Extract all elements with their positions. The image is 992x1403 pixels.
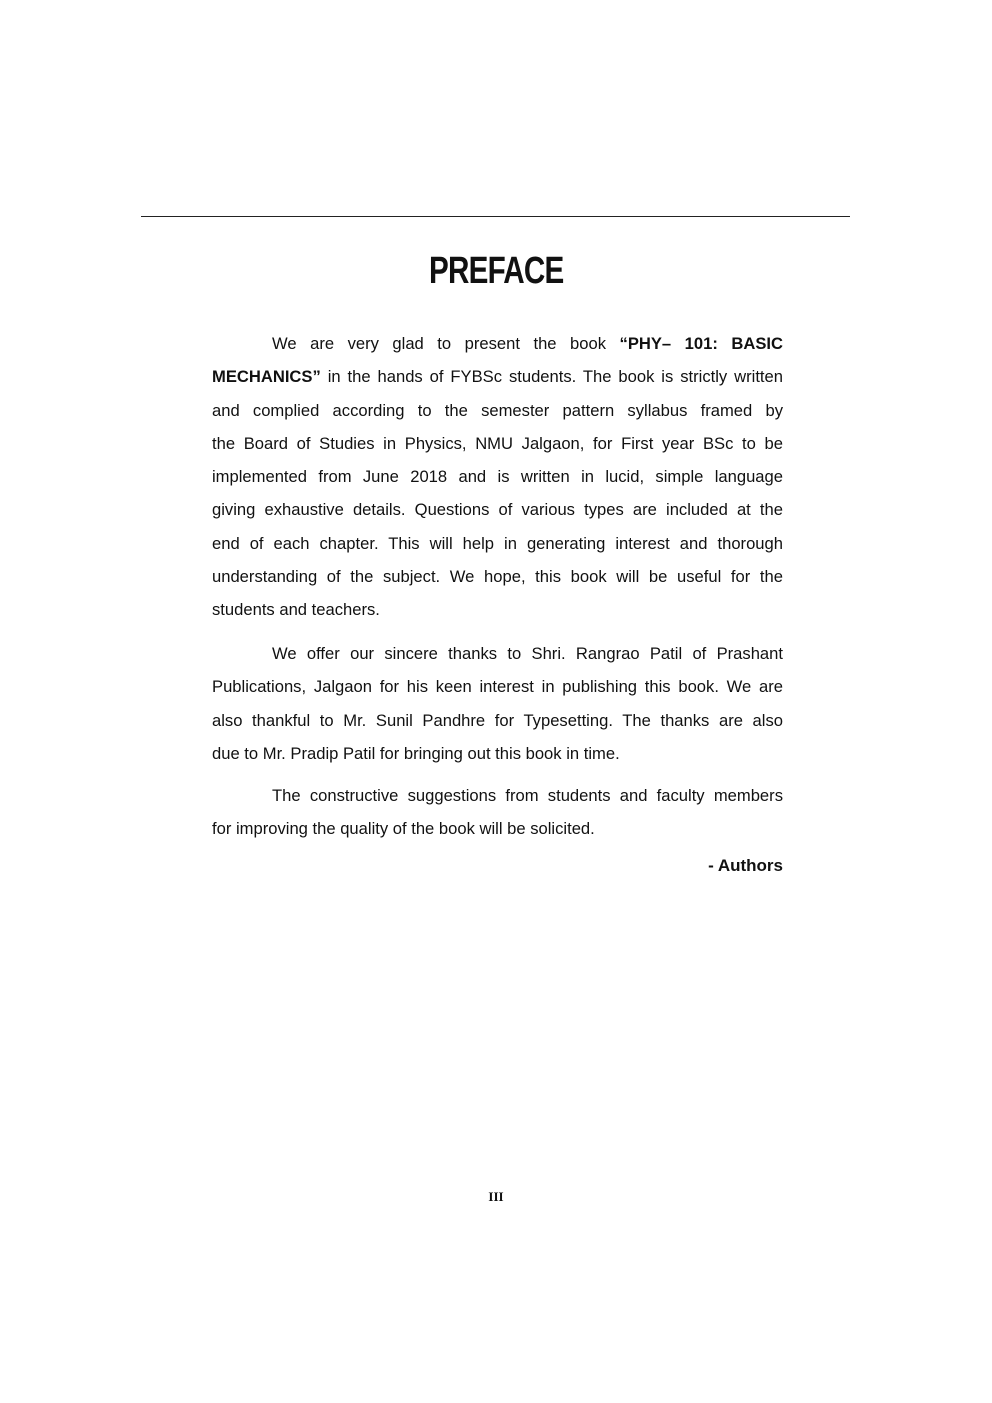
page-title [0,250,992,293]
page-number: III [488,1189,504,1204]
text-line: students and teachers. [212,600,380,620]
paragraph-3 [212,779,783,846]
page-title-text: PREFACE [428,250,564,292]
text-line: implemented from June 2018 and is written in lucid, simple language [212,467,783,487]
text-line: and complied according to the semester pattern syllabus framed by [212,400,783,420]
text-line: understanding of the subject. We hope, this book will be useful for the [212,567,783,587]
text-line: for improving the quality of the book will be solicited. [212,819,595,839]
text-line: end of each chapter. This will help in generating interest and thorough [212,533,783,553]
text-line: We offer our sincere thanks to Shri. Rangrao Patil of Prashant [272,644,783,663]
text: We are very glad to present the book [272,334,620,353]
text-line: The constructive suggestions from students and faculty members [272,786,783,805]
text-line: also thankful to Mr. Sunil Pandhre for Typesetting. The thanks are also [212,710,783,730]
text-line: Publications, Jalgaon for his keen interest in publishing this book. We are [212,677,783,697]
paragraph-2 [212,637,783,770]
signature: - Authors [708,856,783,875]
text-line: the Board of Studies in Physics, NMU Jalgaon, for First year BSc to be [212,433,783,453]
text-line [212,327,783,360]
text: in the hands of FYBSc students. The book is strictly written [320,367,783,387]
text-line: giving exhaustive details. Questions of various types are included at the [212,500,783,520]
book-title-bold: MECHANICS” [212,367,321,387]
text-line: due to Mr. Pradip Patil for bringing out this book in time. [212,743,620,763]
paragraph-1 [212,327,783,627]
text-line [212,360,783,393]
book-title-bold: “PHY– 101: BASIC [619,334,783,353]
header-rule [141,216,850,217]
